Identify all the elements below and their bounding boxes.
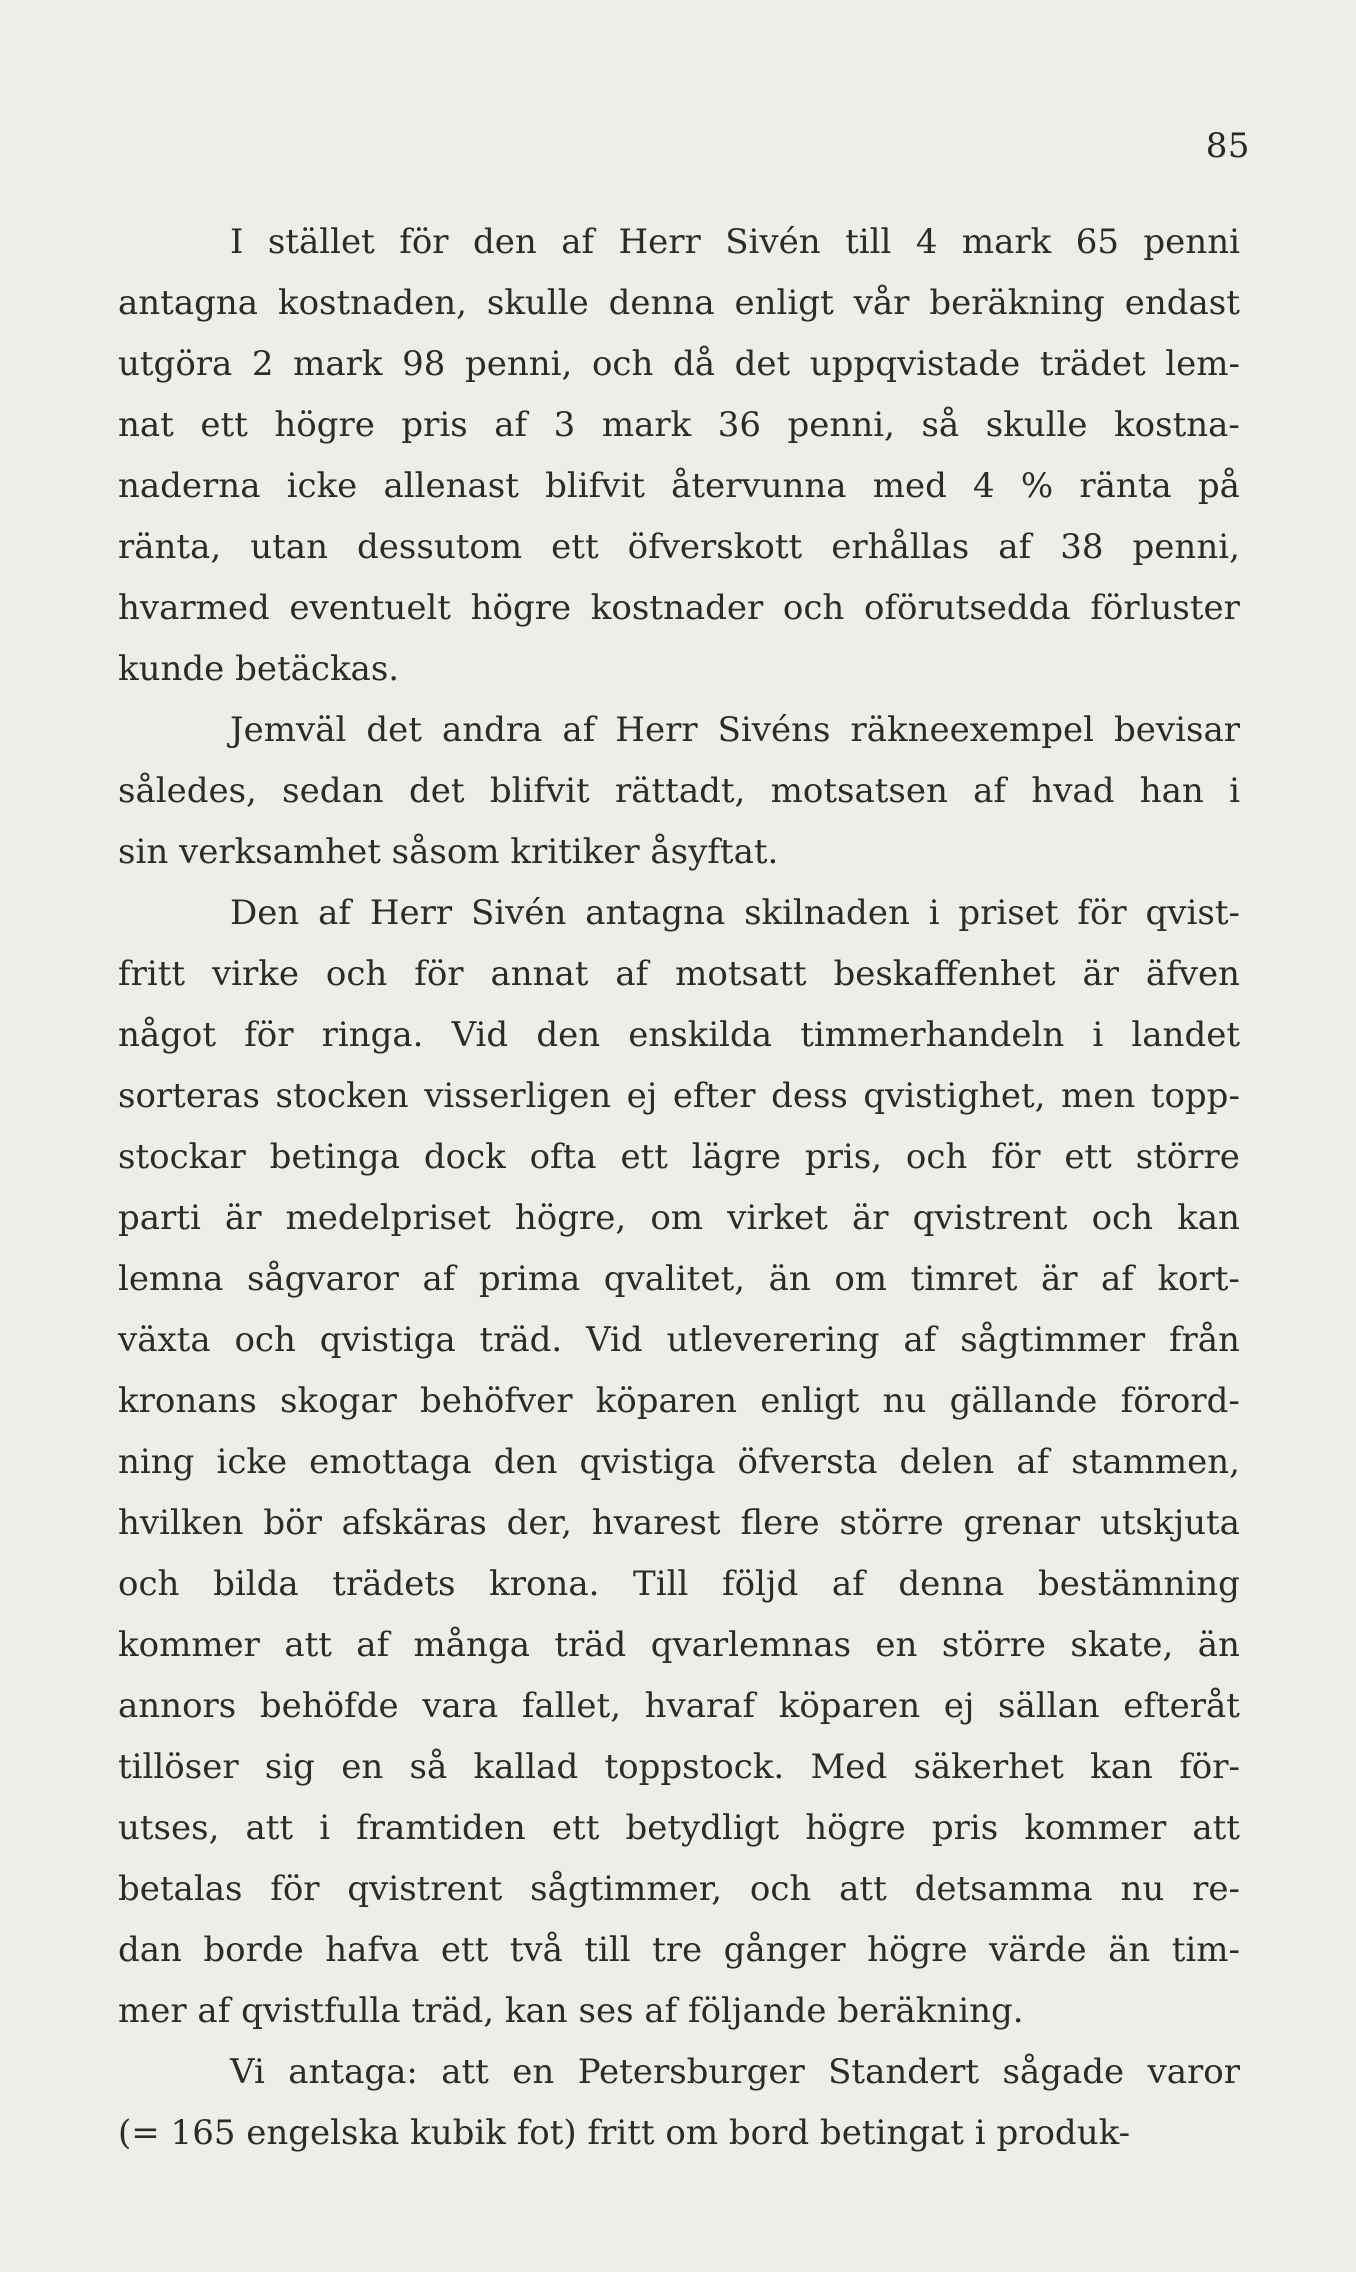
paragraph — [118, 212, 1240, 700]
body-text — [118, 212, 1240, 2164]
text-line: kunde betäckas. — [118, 649, 400, 689]
text-line: hvilken bör afskäras der, hvarest flere större grenar utskjuta — [118, 1503, 1240, 1543]
text-line: sorteras stocken visserligen ej efter dess qvistighet, men topp- — [118, 1076, 1240, 1116]
text-line: stockar betinga dock ofta ett lägre pris, och för ett större — [118, 1137, 1240, 1177]
text-line: utgöra 2 mark 98 penni, och då det uppqvistade trädet lem- — [118, 344, 1240, 384]
text-line: tillöser sig en så kallad toppstock. Med säkerhet kan för- — [118, 1747, 1240, 1787]
text-line: växta och qvistiga träd. Vid utleverering af sågtimmer från — [118, 1320, 1240, 1360]
text-line: Jemväl det andra af Herr Sivéns räkneexempel bevisar — [230, 710, 1240, 750]
text-line: dan borde hafva ett två till tre gånger högre värde än tim- — [118, 1930, 1240, 1970]
text-line: kronans skogar behöfver köparen enligt nu gällande förord- — [118, 1381, 1240, 1421]
text-line: nat ett högre pris af 3 mark 36 penni, så skulle kostna- — [118, 405, 1240, 445]
text-line: lemna sågvaror af prima qvalitet, än om timret är af kort- — [118, 1259, 1240, 1299]
text-line: kommer att af många träd qvarlemnas en större skate, än — [118, 1625, 1240, 1665]
text-line: något för ringa. Vid den enskilda timmerhandeln i landet — [118, 1015, 1240, 1055]
text-line: Den af Herr Sivén antagna skilnaden i priset för qvist- — [230, 893, 1240, 933]
text-line: ning icke emottaga den qvistiga öfversta delen af stammen, — [118, 1442, 1240, 1482]
text-line: betalas för qvistrent sågtimmer, och att detsamma nu re- — [118, 1869, 1240, 1909]
text-line: mer af qvistfulla träd, kan ses af följande beräkning. — [118, 1991, 1024, 2031]
paragraph — [118, 700, 1240, 883]
text-line: parti är medelpriset högre, om virket är qvistrent och kan — [118, 1198, 1240, 1238]
text-line: hvarmed eventuelt högre kostnader och oförutsedda förluster — [118, 588, 1240, 628]
text-line: Vi antaga: att en Petersburger Standert sågade varor — [230, 2052, 1240, 2092]
text-line: naderna icke allenast blifvit återvunna med 4 % ränta på — [118, 466, 1240, 506]
page-number: 85 — [1205, 126, 1250, 166]
text-line: antagna kostnaden, skulle denna enligt vår beräkning endast — [118, 283, 1240, 323]
text-line: (= 165 engelska kubik fot) fritt om bord betingat i produk- — [118, 2113, 1131, 2153]
text-line: I stället för den af Herr Sivén till 4 mark 65 penni — [230, 222, 1240, 262]
text-line: annors behöfde vara fallet, hvaraf köparen ej sällan efteråt — [118, 1686, 1240, 1726]
text-line: utses, att i framtiden ett betydligt högre pris kommer att — [118, 1808, 1240, 1848]
text-line: och bilda trädets krona. Till följd af denna bestämning — [118, 1564, 1240, 1604]
paragraph — [118, 883, 1240, 2042]
text-line: således, sedan det blifvit rättadt, motsatsen af hvad han i — [118, 771, 1240, 811]
paragraph — [118, 2042, 1240, 2164]
text-line: fritt virke och för annat af motsatt beskaffenhet är äfven — [118, 954, 1240, 994]
text-line: ränta, utan dessutom ett öfverskott erhållas af 38 penni, — [118, 527, 1240, 567]
text-line: sin verksamhet såsom kritiker åsyftat. — [118, 832, 779, 872]
